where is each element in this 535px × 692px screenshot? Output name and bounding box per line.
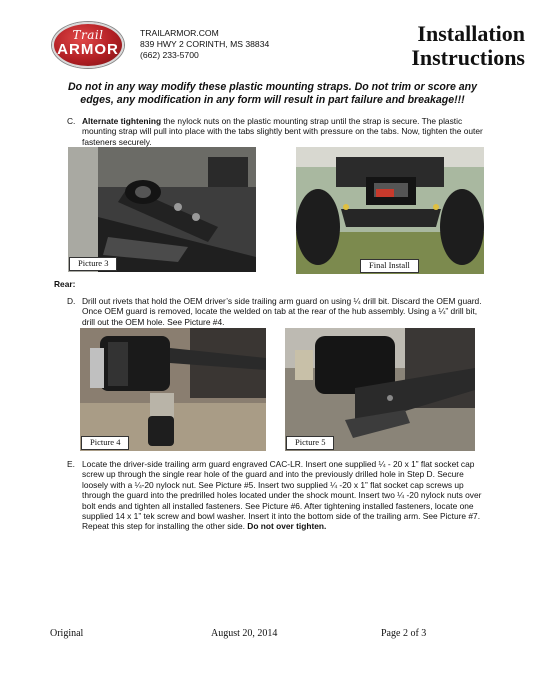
picture-5-caption: Picture 5 bbox=[286, 436, 334, 450]
company-address: 839 HWY 2 CORINTH, MS 38834 bbox=[140, 39, 270, 49]
step-c-bold: Alternate tightening bbox=[82, 116, 162, 126]
rear-heading: Rear: bbox=[54, 279, 76, 289]
document-title bbox=[375, 22, 525, 70]
logo-text-armor: ARMOR bbox=[57, 41, 119, 58]
footer-date: August 20, 2014 bbox=[211, 628, 278, 639]
warning-text: Do not in any way modify these plastic mounting straps. Do not trim or score any edges, any modification in any form will result in part failure and breakage!!! bbox=[67, 81, 478, 106]
picture-3-photo bbox=[68, 147, 256, 272]
logo-text-trail: Trail bbox=[72, 28, 104, 42]
step-e-bold-end: Do not over tighten. bbox=[247, 521, 327, 532]
step-e bbox=[67, 459, 487, 539]
company-info bbox=[140, 28, 269, 61]
step-e-text: Locate the driver-side trailing arm guard engraved CAC-LR. Insert one supplied ¼ - 20 x 1” flat socket cap screw up through the single rear hole of the guard and into the previously drilled hole in Step D. Secure loosely with a ¼-20 nylock nut. See Picture #5. Insert two supplied ¼ -20 x 1” flat socket cap screws up through the guard into the predrilled holes located under the shock mount. Insert two ¼ -20 nylock nuts over bolt ends and tighten all installed fasteners. See Picture #6. After tightening installed fasteners, locate one supplied 14 x 1” tek screw and bowl washer. Insert it into the bottom side of the trailing arm. See Picture #7. Repeat this step for installing the other side. bbox=[82, 459, 482, 532]
step-c-label: C. bbox=[67, 116, 76, 126]
footer-page-number: Page 2 of 3 bbox=[381, 628, 427, 639]
title-line-2: Instructions bbox=[411, 45, 525, 70]
trail-armor-logo bbox=[52, 22, 124, 68]
final-install-photo bbox=[296, 147, 484, 274]
picture-3-caption: Picture 3 bbox=[69, 257, 117, 271]
step-c-text: the nylock nuts on the plastic mounting strap until the strap is secure. The plastic mounting strap will pull into place with the tabs slightly bent with pressure on the tabs. Now, tighten the outer fasteners securely. bbox=[82, 116, 483, 147]
picture-4-photo bbox=[80, 328, 266, 451]
step-e-label: E. bbox=[67, 459, 75, 469]
step-d-label: D. bbox=[67, 296, 76, 306]
final-install-caption: Final Install bbox=[360, 259, 419, 273]
title-line-1: Installation bbox=[417, 21, 525, 46]
step-c bbox=[67, 116, 487, 150]
picture-4-caption: Picture 4 bbox=[81, 436, 129, 450]
footer-version: Original bbox=[50, 628, 84, 639]
picture-5-photo bbox=[285, 328, 475, 451]
step-d bbox=[67, 296, 487, 330]
step-d-text: Drill out rivets that hold the OEM driver’s side trailing arm guard on using ¼ drill bit. Discard the OEM guard. Once OEM guard is removed, locate the welded on tab at the rear of the hub assembly. Using a ¼” drill bit, drill out the OEM hole. See Picture #4. bbox=[82, 296, 482, 327]
company-phone: (662) 233-5700 bbox=[140, 50, 199, 60]
company-website: TRAILARMOR.COM bbox=[140, 28, 219, 38]
